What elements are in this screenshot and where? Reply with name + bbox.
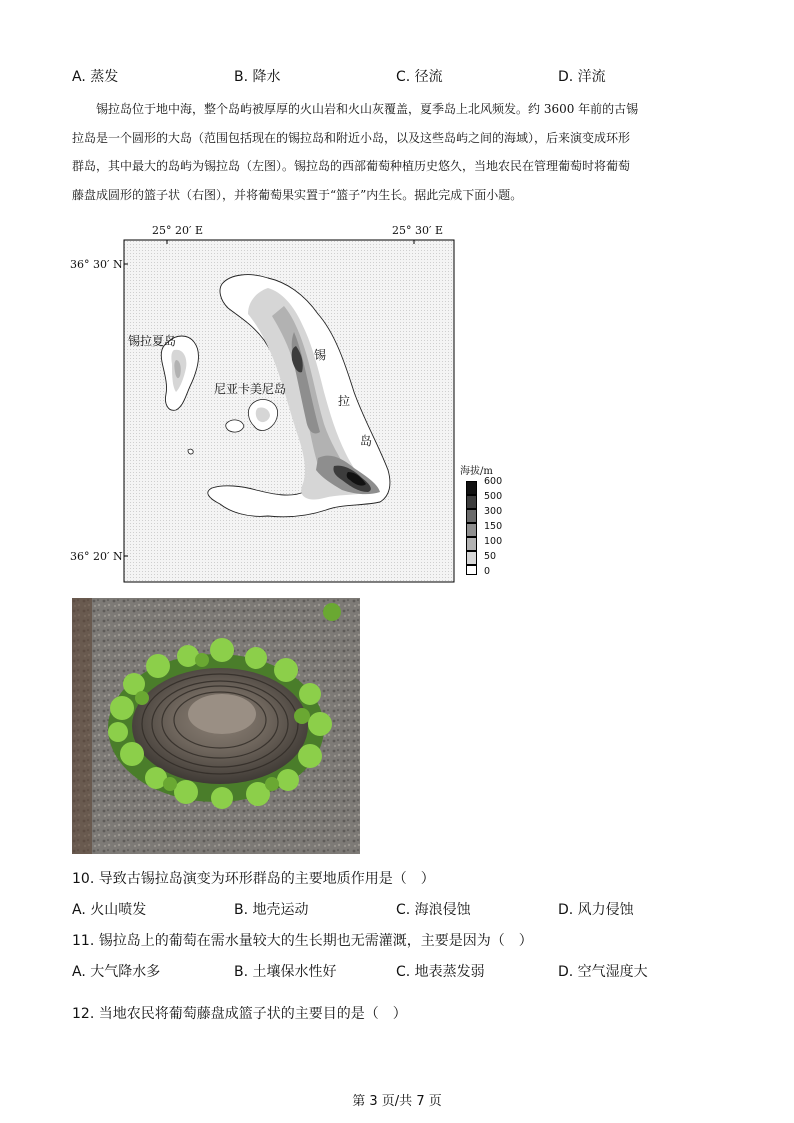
legend-value: 150 bbox=[484, 521, 503, 532]
legend-value: 500 bbox=[484, 491, 503, 502]
legend-swatch-50 bbox=[466, 551, 477, 565]
page-footer: 第 3 页/共 7 页 bbox=[352, 1094, 442, 1109]
lon-label-right: 25° 30′ E bbox=[392, 224, 444, 237]
lat-label-bottom: 36° 20′ N bbox=[70, 550, 123, 563]
q10-option-c: C. 海浪侵蚀 bbox=[396, 902, 471, 918]
legend-value: 300 bbox=[484, 506, 503, 517]
legend-title: 海拔/m bbox=[460, 466, 493, 477]
label-thera-la: 拉 bbox=[338, 394, 351, 408]
q10-stem: 10. 导致古锡拉岛演变为环形群岛的主要地质作用是（ ） bbox=[72, 871, 435, 887]
label-therasia: 锡拉夏岛 bbox=[128, 334, 177, 348]
aspronisi-islet bbox=[188, 449, 193, 454]
q10-option-b: B. 地壳运动 bbox=[234, 902, 309, 918]
q9-option-d: D. 洋流 bbox=[558, 69, 606, 85]
passage-line-4: 藤盘成圆形的篮子状（右图），并将葡萄果实置于“篮子”内生长。据此完成下面小题。 bbox=[72, 187, 523, 202]
q9-option-b: B. 降水 bbox=[234, 69, 281, 85]
passage-line-2: 拉岛是一个圆形的大岛（范围包括现在的锡拉岛和附近小岛，以及这些岛屿之间的海域），后来演变成环形 bbox=[72, 130, 631, 145]
q10-option-a: A. 火山喷发 bbox=[72, 902, 147, 918]
passage-line-1: 锡拉岛位于地中海，整个岛屿被厚厚的火山岩和火山灰覆盖，夏季岛上北风频发。约 3600 年前的古锡 bbox=[96, 102, 639, 116]
q11-stem: 11. 锡拉岛上的葡萄在需水量较大的生长期也无需灌溉，主要是因为（ ） bbox=[72, 933, 533, 949]
santorini-map-figure bbox=[72, 222, 512, 586]
legend-value: 600 bbox=[484, 476, 503, 487]
legend-swatch-500 bbox=[466, 495, 477, 509]
q11-option-d: D. 空气湿度大 bbox=[558, 964, 648, 980]
q10-option-d: D. 风力侵蚀 bbox=[558, 902, 634, 918]
label-nea-kameni: 尼亚卡美尼岛 bbox=[214, 382, 287, 396]
q9-option-a: A. 蒸发 bbox=[72, 69, 119, 85]
q12-stem: 12. 当地农民将葡萄藤盘成篮子状的主要目的是（ ） bbox=[72, 1006, 407, 1022]
legend-value: 50 bbox=[484, 551, 497, 562]
q11-option-c: C. 地表蒸发弱 bbox=[396, 964, 485, 980]
q11-option-a: A. 大气降水多 bbox=[72, 964, 161, 980]
legend-swatch-0 bbox=[466, 565, 477, 575]
lon-label-left: 25° 20′ E bbox=[152, 224, 204, 237]
legend-swatch-600 bbox=[466, 481, 477, 495]
q9-option-c: C. 径流 bbox=[396, 69, 443, 85]
legend-value: 100 bbox=[484, 536, 503, 547]
legend-swatch-300 bbox=[466, 509, 477, 523]
passage bbox=[72, 95, 732, 209]
legend-swatch-150 bbox=[466, 523, 477, 537]
elevation-map bbox=[72, 222, 512, 586]
passage-line-3: 群岛，其中最大的岛屿为锡拉岛（左图）。锡拉岛的西部葡萄种植历史悠久，当地农民在管理葡萄时将葡萄 bbox=[72, 159, 631, 173]
vine-basket-photo bbox=[72, 598, 360, 854]
label-thera-dao: 岛 bbox=[360, 434, 373, 448]
label-thera-xi: 锡 bbox=[314, 348, 327, 362]
legend-value: 0 bbox=[484, 566, 491, 577]
legend-swatch-100 bbox=[466, 537, 477, 551]
lat-label-top: 36° 30′ N bbox=[70, 258, 123, 271]
q11-option-b: B. 土壤保水性好 bbox=[234, 964, 337, 980]
